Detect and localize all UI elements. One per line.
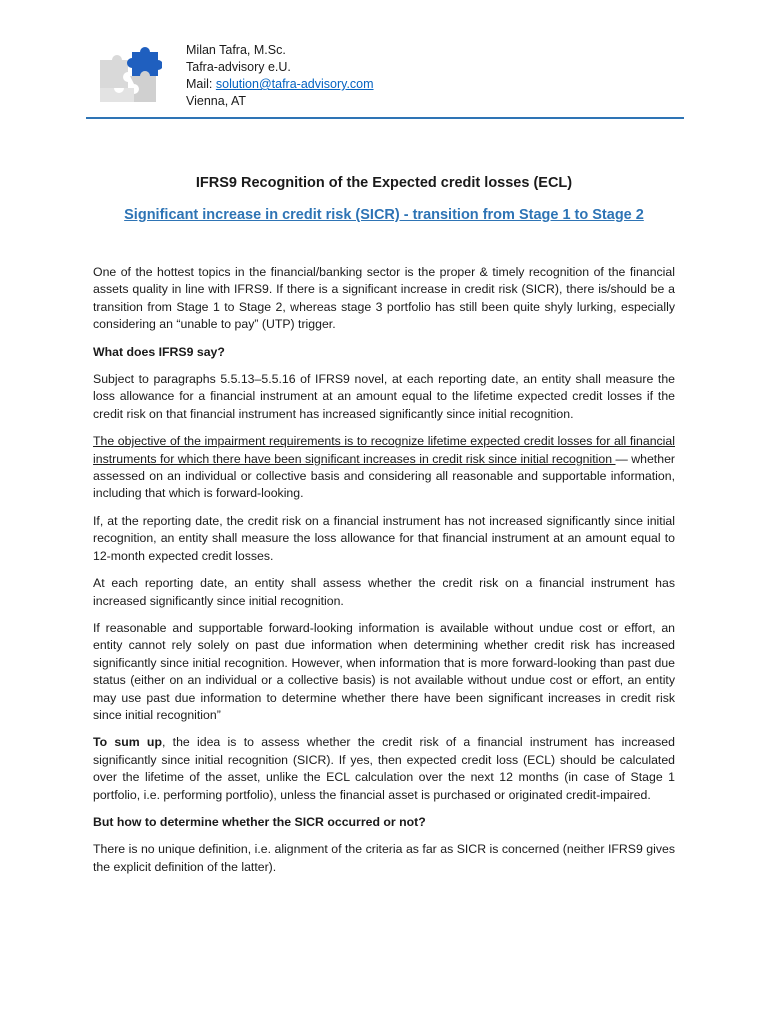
company-name: Tafra-advisory e.U. [186, 60, 291, 74]
puzzle-logo-icon [96, 46, 162, 104]
paragraph-definition: There is no unique definition, i.e. alignment of the criteria as far as SICR is concerned (neither IFRS9 gives the explicit definition of the latter). [93, 842, 675, 874]
mail-line [186, 76, 374, 93]
mail-link[interactable]: solution@tafra-advisory.com [215, 77, 374, 91]
paragraph-subject: Subject to paragraphs 5.5.13–5.5.16 of IFRS9 novel, at each reporting date, an entity shall measure the loss allowance for a financial instrument at an amount equal to the lifetime expected credit losses if the credit risk on that financial instrument has increased significantly since initial recognition. [93, 372, 675, 421]
paragraph-intro: One of the hottest topics in the financial/banking sector is the proper & timely recognition of the financial assets quality in line with IFRS9. If there is a significant increase in credit risk (SICR), there is/should be a transition from Stage 1 to Stage 2, whereas stage 3 portfolio has still been quite shyly lurking, especially considering an “unable to pay” (UTP) trigger. [93, 265, 675, 332]
document-subtitle: Significant increase in credit risk (SICR) - transition from Stage 1 to Stage 2 [124, 207, 644, 223]
document-title: IFRS9 Recognition of the Expected credit losses (ECL) [195, 175, 573, 191]
mail-label: Mail: [186, 77, 216, 91]
paragraph-sum-up [93, 734, 675, 804]
objective-rest: — whether assessed on an individual or collective basis and considering all reasonable and supportable information, including that which is forward-looking. [93, 451, 675, 501]
author-name: Milan Tafra, M.Sc. [186, 43, 286, 57]
paragraph-assess: At each reporting date, an entity shall assess whether the credit risk on a financial instrument has increased significantly since initial recognition. [93, 576, 675, 608]
document-body [93, 264, 675, 886]
paragraph-not-increased: If, at the reporting date, the credit risk on a financial instrument has not increased significantly since initial recognition, an entity shall measure the loss allowance for that financial instrument at an amount equal to 12-month expected credit losses. [93, 513, 675, 563]
header-divider [86, 117, 684, 119]
sum-up-rest: , the idea is to assess whether the credit risk of a financial instrument has increased significantly since initial recognition (SICR). If yes, then expected credit loss (ECL) should be calculated over the lifetime of the asset, unlike the ECL calculation over the next 12 months (in case of Stage 1 portfolio, i.e. performing portfolio), unless the financial asset is purchased or originated credit-impaired. [93, 735, 675, 802]
paragraph-objective [93, 433, 675, 503]
location: Vienna, AT [186, 94, 246, 108]
objective-underlined: The objective of the impairment requirements is to recognize lifetime expected credit losses for all financial instruments for which there have been significant increases in credit risk since initial recognition [93, 434, 675, 466]
paragraph-forward-looking: If reasonable and supportable forward-looking information is available without undue cost or effort, an entity cannot rely solely on past due information when determining whether credit risk has increased significantly since initial recognition. However, when information that is more forward-looking than past due status (either on an individual or a collective basis) is not available without undue cost or effort, an entity may use past due information to determine whether there have been significant increases in credit risk since initial recognition” [93, 620, 675, 722]
sum-up-bold: To sum up [93, 735, 162, 750]
section-heading-sicr: But how to determine whether the SICR occurred or not? [93, 814, 426, 829]
author-info [186, 42, 374, 110]
section-heading-ifrs9: What does IFRS9 say? [93, 344, 225, 359]
